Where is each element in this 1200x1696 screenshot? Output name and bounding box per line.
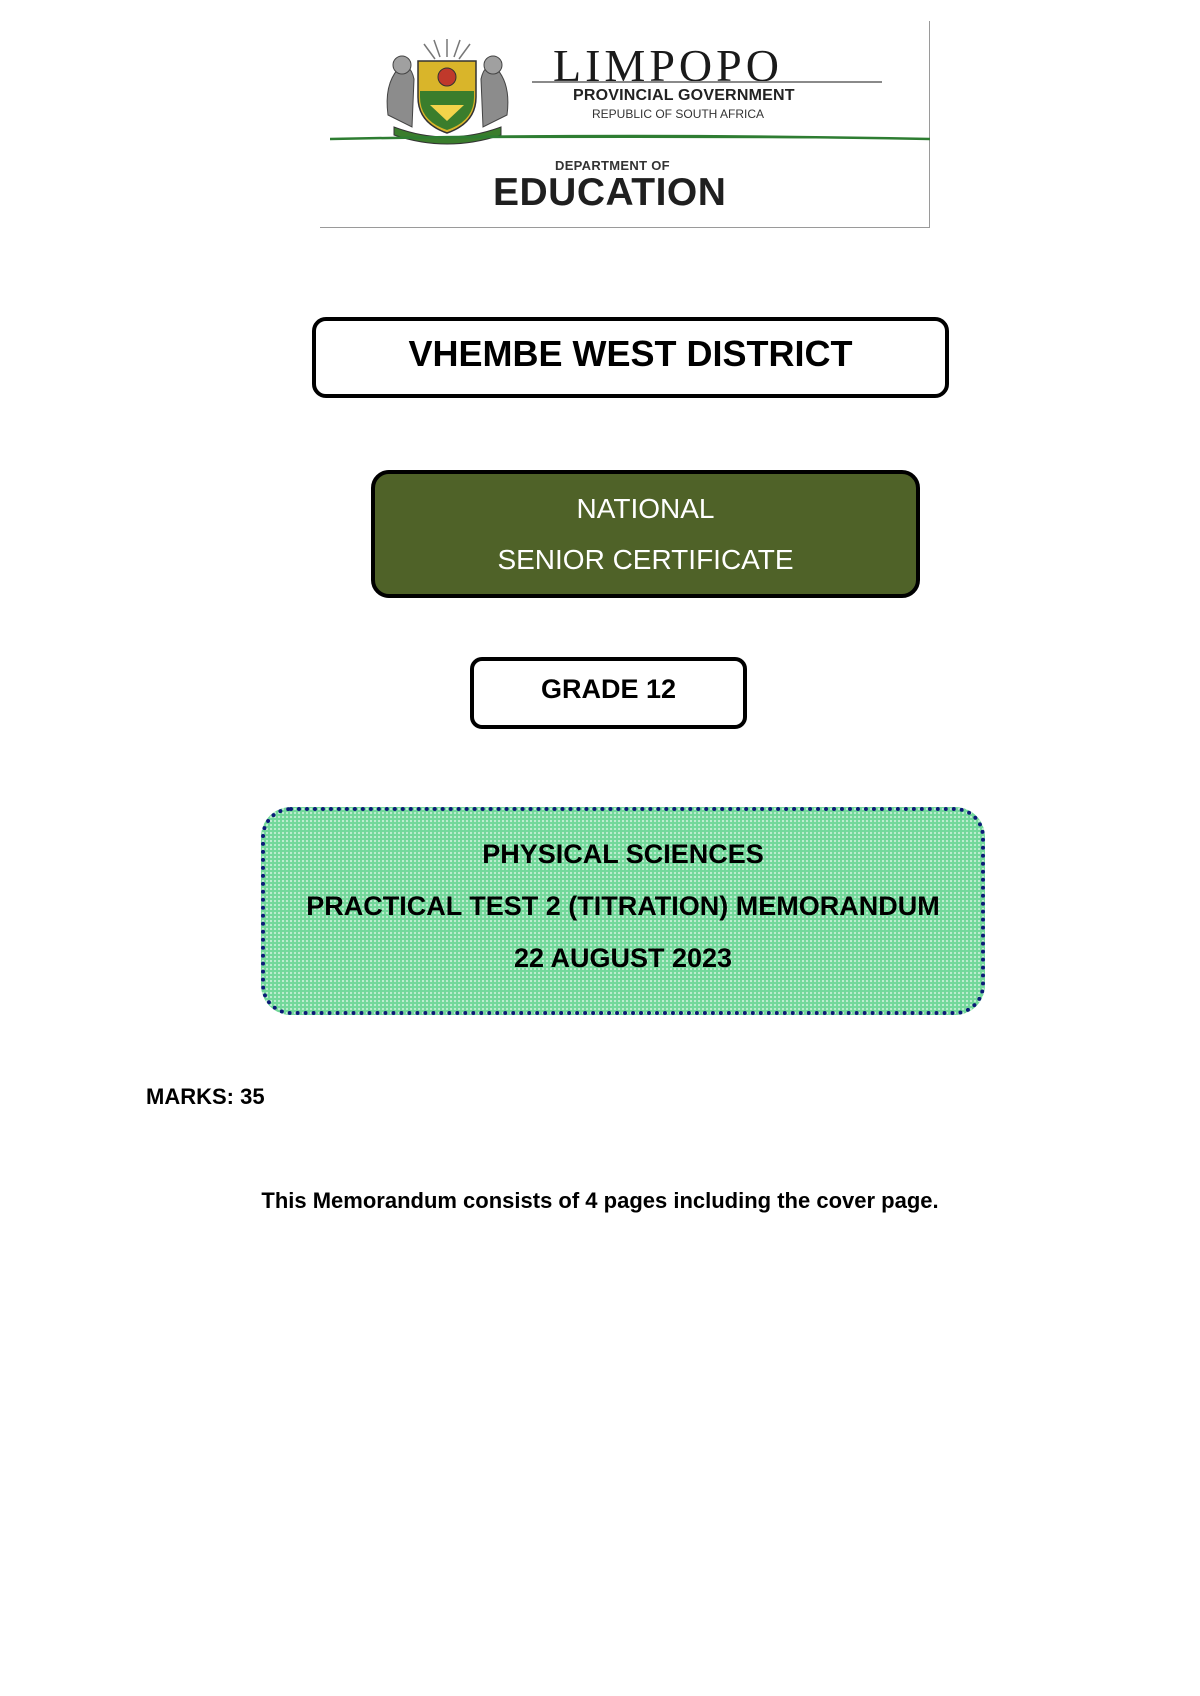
grade-label: GRADE 12	[540, 673, 677, 704]
brand-divider	[532, 81, 882, 83]
total-marks: MARKS: 35	[146, 1084, 265, 1109]
grade-box	[470, 657, 747, 729]
brand-country: REPUBLIC OF SOUTH AFRICA	[592, 107, 765, 121]
certificate-line-1: NATIONAL	[576, 493, 715, 524]
test-date: 22 AUGUST 2023	[513, 943, 733, 973]
green-swoosh-divider	[330, 133, 930, 143]
subject-box	[261, 807, 985, 1015]
logo-banner	[320, 21, 930, 228]
district-box	[312, 317, 949, 398]
certificate-line-2: SENIOR CERTIFICATE	[497, 544, 794, 575]
page-count-note: This Memorandum consists of 4 pages including the cover page.	[261, 1188, 939, 1213]
subject-title: PHYSICAL SCIENCES	[482, 839, 764, 869]
coat-of-arms-icon	[380, 35, 515, 145]
district-label: VHEMBE WEST DISTRICT	[408, 332, 853, 374]
certificate-box	[371, 470, 920, 598]
brand-name: LIMPOPO	[553, 40, 783, 91]
test-title: PRACTICAL TEST 2 (TITRATION) MEMORANDUM	[306, 891, 940, 921]
department-name: EDUCATION	[493, 171, 727, 214]
department-prefix: DEPARTMENT OF	[555, 158, 670, 173]
brand-subtitle: PROVINCIAL GOVERNMENT	[573, 87, 795, 104]
